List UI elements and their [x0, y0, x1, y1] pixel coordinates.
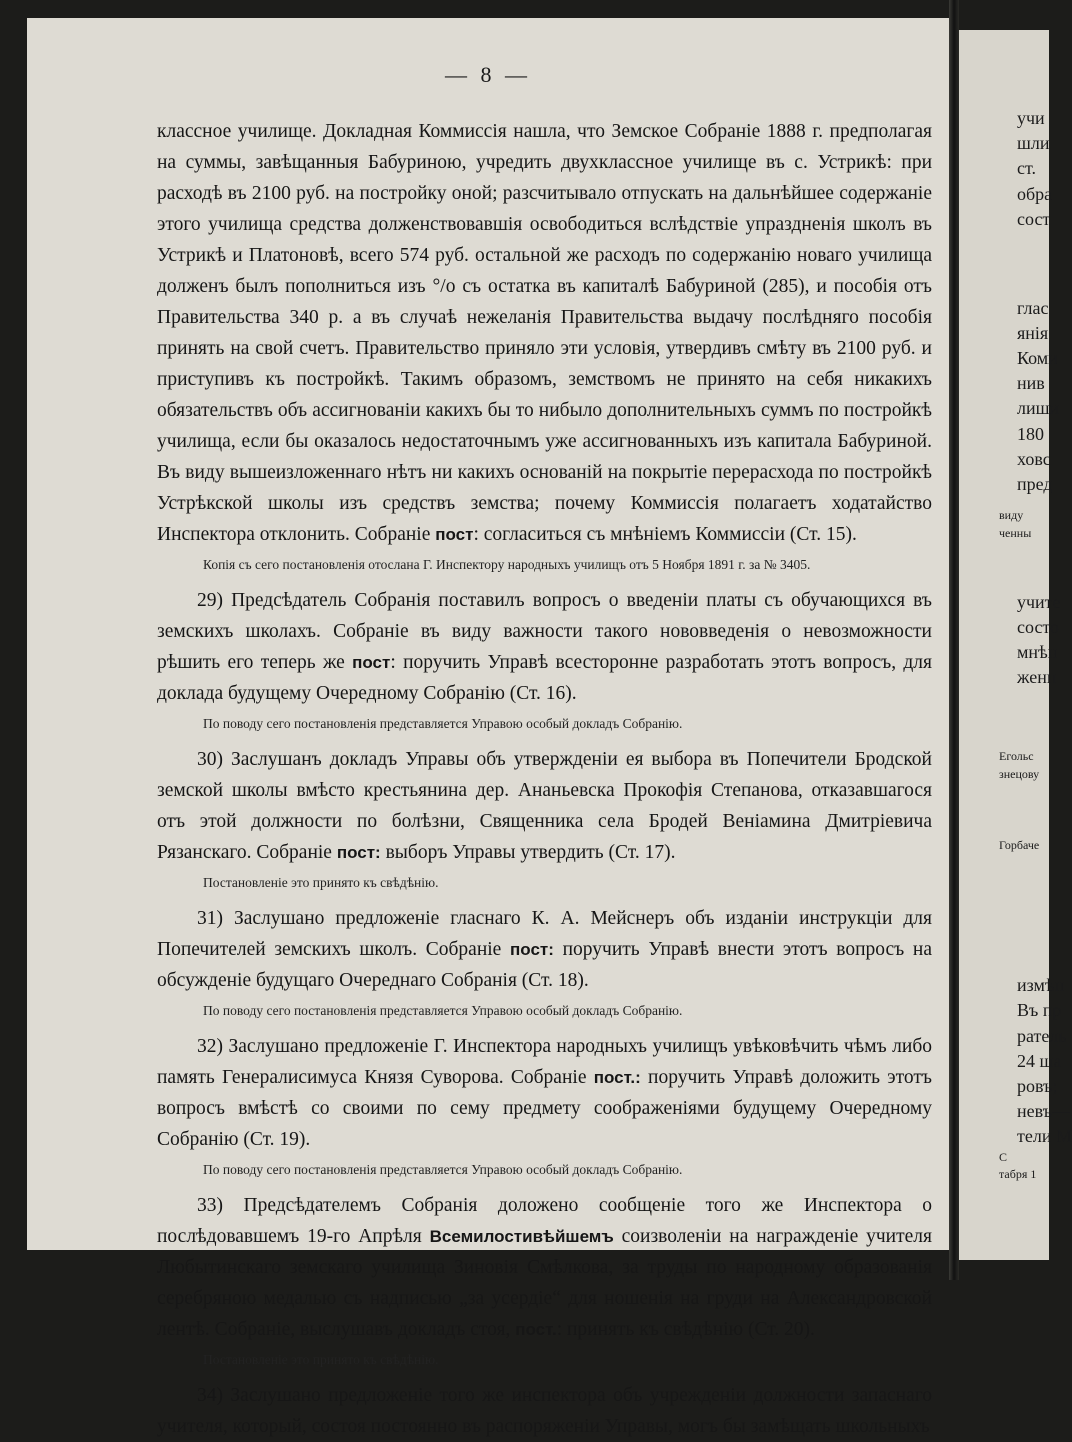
adjacent-page-text: Егольс [999, 749, 1034, 763]
adjacent-page-text: янія [1017, 323, 1049, 343]
paragraph [157, 1190, 932, 1345]
adjacent-page-text: табря 1 [999, 1167, 1037, 1181]
paragraph [157, 1380, 932, 1442]
paragraph-text: 29) Предсѣдатель Собранія поставилъ вопросъ о введеніи платы съ обучающихся въ земскихъ школахъ. Собраніе въ виду важности такого нововведенія о невозможности рѣшить его теперь же [157, 590, 932, 673]
paragraph [157, 1031, 932, 1155]
adjacent-page-text: Горбаче [999, 838, 1040, 852]
resolution-note: Постановленіе это принято къ свѣдѣнію. [203, 1352, 439, 1367]
adjacent-page-text: 24 ша [1017, 1051, 1062, 1071]
resolution-note: Копія съ сего постановленія отослана Г. Инспектору народныхъ училищъ отъ 5 Ноября 1891 г. за № 3405. [203, 557, 811, 572]
adjacent-page-text: глас [1017, 298, 1049, 318]
resolution-note: Постановленіе это принято къ свѣдѣнію. [203, 875, 439, 890]
adjacent-page-text: ровъ; [1017, 1076, 1058, 1096]
adjacent-page-text: С [999, 1150, 1008, 1164]
paragraph-text: 30) Заслушанъ докладъ Управы объ утвержденіи ея выбора въ Попечители Бродской земской школы вмѣсто крестьянина дер. Ананьевска Прокофія Степанова, отказавшагося отъ этой должности по болѣзни, Священника села Бродей Веніамина Дмитріевича Рязанскаго. Собраніе [157, 749, 932, 863]
adjacent-page-text: ченны [999, 526, 1032, 540]
bold-term: пост: [510, 940, 554, 959]
adjacent-page-text: Коми [1017, 348, 1058, 368]
document-page [27, 18, 949, 1437]
adjacent-page-text: ховс [1017, 449, 1051, 469]
paragraph-text: : принять къ свѣдѣнію (Ст. 20). [556, 1319, 815, 1340]
bold-term: пост [435, 525, 474, 544]
paragraph [157, 903, 932, 996]
bold-term: пост.: [593, 1068, 641, 1087]
page-number: — 8 — [445, 62, 531, 87]
paragraph [157, 744, 932, 868]
adjacent-page-text: мнѣн [1017, 642, 1058, 662]
bold-term: пост. [515, 1320, 557, 1339]
adjacent-page-text: ратель [1017, 1026, 1067, 1046]
adjacent-page-text: состо [1017, 617, 1060, 637]
paragraph-text: выборъ Управы утвердить (Ст. 17). [380, 842, 676, 863]
adjacent-page-text: учите [1017, 592, 1061, 612]
paragraph-text: поручить Управѣ внести этотъ вопросъ на обсужденіе будущаго Очереднаго Собранія (Ст. 18). [157, 939, 932, 991]
bold-term: пост: [336, 843, 381, 862]
adjacent-page-text: учи [1017, 108, 1045, 128]
resolution-note: По поводу сего постановленія представляется Управою особый докладъ Собранію. [203, 716, 683, 731]
adjacent-page-text: обра [1017, 184, 1053, 204]
adjacent-page-text: виду [999, 508, 1024, 522]
paragraph-text: поручить Управѣ доложить этотъ вопросъ вмѣстѣ со своими по сему предмету соображеніями будущему Очередному Собранію (Ст. 19). [157, 1067, 932, 1150]
adjacent-page-text: знецову [999, 767, 1040, 781]
paragraph-text: : поручить Управѣ всесторонне разработать этотъ вопросъ, для доклада будущему Очередному Собранію (Ст. 16). [157, 652, 932, 704]
adjacent-page-text: лиши [1017, 398, 1060, 418]
resolution-note: По поводу сего постановленія представляется Управою особый докладъ Собранію. [203, 1003, 683, 1018]
adjacent-page-text: Въ пр [1017, 1000, 1062, 1020]
bold-term: пост [352, 653, 391, 672]
resolution-note: По поводу сего постановленія представляется Управою особый докладъ Собранію. [203, 1162, 683, 1177]
adjacent-page-text: пред [1017, 474, 1053, 494]
paragraph-text: классное училище. Докладная Коммиссія нашла, что Земское Собраніе 1888 г. предполагая на суммы, завѣщанныя Бабуриною, учредить двухклассное училище въ с. Устрикѣ: при расходѣ въ 2100 руб. на постройку оной; разсчитывало отпускать на дальнѣйшее содержаніе этого училища средства долженствовавшія освободиться вслѣдствіе упраздненія школъ въ Устрикѣ и Платоновѣ, всего 574 руб. остальной же расходъ по содержанію новаго училища долженъ былъ пополниться изъ °/о съ остатка въ капиталѣ Бабуриной (285), и пособія отъ Правительства 340 р. а въ случаѣ нежеланія Правительства выдачу послѣдняго пособія принять на свой счетъ. Правительство приняло эти условія, утвердивъ смѣту въ 2100 руб. и приступивъ къ постройкѣ. Такимъ образомъ, земствомъ не принято на себя никакихъ обязательствъ объ ассигнованіи какихъ бы то нибыло дополнительныхъ суммъ по постройкѣ училища, если бы оказалось недостаточнымъ уже ассигнованныхъ изъ капитала Бабуриной. Въ виду вышеизложеннаго нѣтъ ни какихъ основаній на покрытіе перерасхода по постройкѣ Устрѣкской школы изъ средствъ земства; почему Коммиссія полагаетъ ходатайство Инспектора отклонить. Собраніе [157, 121, 932, 545]
adjacent-page-text: невъ— [1017, 1101, 1070, 1121]
adjacent-page-text: тели М [1017, 1126, 1072, 1146]
adjacent-page-text: измѣн [1017, 975, 1065, 995]
adjacent-page-text: шли [1017, 133, 1050, 153]
page-body [157, 116, 932, 1442]
book-spine [949, 0, 959, 1280]
paragraph-text: : согласиться съ мнѣніемъ Коммиссіи (Ст. 15). [473, 524, 857, 545]
paragraph [157, 116, 932, 550]
paragraph-text: 33) Предсѣдателемъ Собранія доложено сообщеніе того же Инспектора о послѣдовавшемъ 19-го Апрѣля [157, 1195, 932, 1247]
adjacent-page-text: 180 [1017, 424, 1044, 444]
adjacent-page-text: нив [1017, 373, 1045, 393]
paragraph-text: 32) Заслушано предложеніе Г. Инспектора народныхъ училищъ увѣковѣчить чѣмъ либо память Генералисимуса Князя Суворова. Собраніе [157, 1036, 932, 1088]
adjacent-page-fragment [959, 30, 1072, 1260]
adjacent-page-text: женн [1017, 667, 1057, 687]
paragraph-text: 31) Заслушано предложеніе гласнаго К. А. Мейснеръ объ изданіи инструкціи для Попечителей земскихъ школъ. Собраніе [157, 908, 932, 960]
paragraph [157, 585, 932, 709]
adjacent-page-text: ст. [1017, 158, 1037, 178]
bold-term: Всемилостивѣйшемъ [429, 1227, 614, 1246]
paragraph-text: соизволеніи на награжденіе учителя Любытинскаго земскаго училища Зиновія Смѣлкова, за труды по народному образованія серебряною медалью съ надписью „за усердіе“ для ношенія на груди на Александровской лентѣ. Собраніе, выслушавъ докладъ стоя, [157, 1226, 932, 1340]
adjacent-page-text: сост [1017, 209, 1051, 229]
paragraph-text: 34) Заслушано предложеніе того же инспектора объ учрежденіи должности запаснаго учителя, который, состоя постоянно въ распоряженіи Управы, могъ бы замѣщать школьныхъ [157, 1385, 932, 1437]
